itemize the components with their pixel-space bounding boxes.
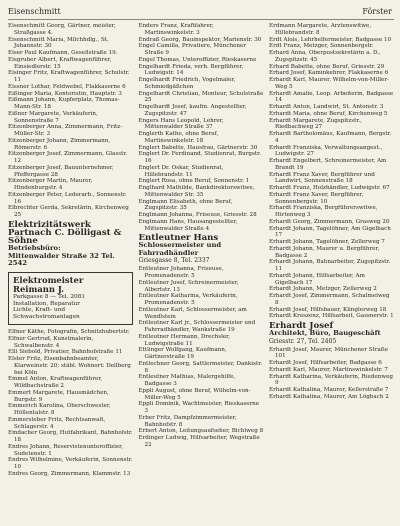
directory-entry: Englmann Hans, Hausangestellter, Mittenwalder Straße 4 bbox=[138, 218, 238, 232]
directory-entry: Endres Georg, Zimmermann, Klammstr. 13 bbox=[8, 470, 131, 477]
directory-entry: Erhard Anna, Oberpostsekretärin a. D., Zugspitzstr. 45 bbox=[269, 50, 381, 63]
directory-entry: Entleutner Karl jr., Schlossermeister und Fahrradhändler, Wankstraße 19 bbox=[138, 320, 256, 334]
directory-entry: Erhardt Bartholomäus, Kaufmann, Bergstr. 4 bbox=[269, 131, 392, 144]
directory-entry: Ettlinger Wolfgang, Kaufmann, Gärtnerstraße 19 bbox=[138, 347, 227, 361]
directory-entry: Erhardt Johann, Tagelöhner, Zellerweg 7 bbox=[269, 239, 385, 245]
column-middle bbox=[139, 23, 264, 478]
advertisement-line: Parkgasse 8 — Tel. 2081 bbox=[13, 293, 86, 300]
directory-entry: Entleutner Karl, Schlossermeister, am Wendlstein bbox=[138, 306, 247, 320]
business-listing bbox=[8, 221, 133, 268]
directory-entry: Eisinger Fritz, Kraftwagenführer, Schulstr. 11 bbox=[8, 70, 130, 83]
directory-entry: Erhard Josef, Kaminkehrer, Flakkaserne 6 bbox=[269, 70, 389, 77]
directory-entry: Emmert Margarete, Hausmädchen, Burgstr. 9 bbox=[8, 389, 109, 403]
directory-entry: Endraß Georg, Bauinspektor, Marienstr. 30 bbox=[138, 36, 262, 43]
header-right-word: Förster bbox=[362, 7, 392, 16]
directory-entry: Emmel Anton, Kraftwagenführer, Wildbachstraße 2 bbox=[8, 376, 103, 390]
directory-entry: Eitzenberger Josef, Bauunternehmer, Pfeffergasse 28 bbox=[8, 164, 114, 178]
directory-entry: Elli Siebold, Privatier, Bahnhofstraße 11 bbox=[8, 349, 123, 356]
directory-entry: Eitzenberger Josef, Zimmermann, Glasstr. 12 bbox=[8, 151, 128, 164]
advertisement-line: Lichte, Kraft- und Schwachstromanlagen bbox=[13, 307, 80, 321]
directory-entry: Entlechner Georg, Sattlermeister, Dankistr. 8 bbox=[138, 360, 263, 374]
directory-entry: Eisenschmitt Maria, Milchhdlg., St. Johannstr. 30 bbox=[8, 36, 109, 50]
directory-entry: Eissner Lothar, Feldwebel, Flakkaserne 6 bbox=[8, 83, 126, 90]
directory-entry: Erhardt Josef, Maurer, Münchener Straße 101 bbox=[269, 346, 388, 360]
business-name: Entleutner Hans bbox=[138, 233, 219, 244]
directory-entry: Erhardt Karl, Maurer, Martinswinkelstr. 7 bbox=[269, 366, 388, 373]
directory-entry: Entleutner Hermann, Drechsler, Ludwigstraße 11 bbox=[138, 333, 231, 347]
column-left bbox=[8, 23, 133, 478]
directory-entry: Erhardt Franz, Holzhändler, Ludwigstr. 67 bbox=[269, 185, 390, 191]
directory-entry: Eitzenberger Peter, Lederarb., Sonnenstr. 16 bbox=[8, 191, 127, 205]
directory-entry: Erhardt Josef, Zimmermann, Schalmeiweg 8 bbox=[269, 293, 390, 306]
directory-entry: Erhardt Johann, Maurer u. Bergführer, Badgasse 2 bbox=[269, 245, 380, 259]
directory-entry: Endres Wilhelmine, Verkäuferin, Sonnenstr. 10 bbox=[8, 457, 133, 471]
directory-entry: Engel Thomas, Unteroffizier, Rieskaserne bbox=[138, 56, 257, 63]
directory-entry: Engers Hans Leopold, Lehrer, Mittenwalder Straße 37 bbox=[138, 117, 224, 131]
directory-entry: Eppli August, ohne Beruf, Wilhelm-von-Miller-Weg 5 bbox=[138, 387, 251, 401]
directory-entry: Englert Dr. Ferdinand, Studienrat, Burgstr. 16 bbox=[138, 151, 261, 164]
business-listing bbox=[139, 234, 264, 264]
directory-entry: Erdt Franz, Metzger, Sonnenbergstr. bbox=[269, 43, 374, 50]
advertisement-line: Installation, Reparatur bbox=[13, 300, 81, 307]
directory-entry: Erdmann Margarete, Arztenswitwe, Hillebrandstr. 8 bbox=[269, 23, 372, 36]
directory-entry: Eitzenberger Johann, Zimmermann, Römerstr. 6 bbox=[8, 137, 111, 151]
directory-entry: Erdt Alois, Lehrhelfermeister, Badgasse 10 bbox=[269, 36, 392, 43]
directory-entry: Erhardt Maria, ohne Beruf, Kirchenweg 5 bbox=[269, 110, 388, 117]
directory-entry: Englhard Mathilde, Bankdirektorswitwe, Mittenwalder Str. 35 bbox=[138, 185, 255, 198]
business-name: Erhardt Josef bbox=[269, 321, 334, 331]
business-detail: Griesstr. 27, Tel. 2405 bbox=[269, 337, 337, 345]
directory-entry: Eiser Paul Kaufmann, Gesellstraße 19. bbox=[8, 50, 118, 56]
directory-entry: Erhardt Engelbert, Schreinermeister, Am Brandt 19 bbox=[269, 158, 387, 171]
directory-entry: Erhardt Johann, Bahnarbeiter, Zugspitzstr. 11 bbox=[269, 259, 391, 272]
directory-entry: Englert Babette, Hausfrau, Gärtnerstr. 30 bbox=[138, 144, 258, 151]
directory-entry: Eitzenberger Martin, Maurer, Hindenburgstr. 4 bbox=[8, 178, 93, 191]
directory-entry: Erhardt Katharina, Verkäuferin, Riedenweg 9 bbox=[269, 373, 393, 387]
directory-entry: Elfner Gertrud, Kunstmalerin, Schwalbenstr. 4 bbox=[8, 335, 94, 349]
directory-entry: Englerth Kathe, ohne Beruf, Martinswinkelstr. 18 bbox=[138, 131, 219, 144]
directory-entry: Eißinger Maria, Kontoristin, Hauptstr. 3 bbox=[8, 90, 122, 97]
directory-entry: Erhardt Karl, Maurer, Wilhelm-von-Miller-Weg 5 bbox=[269, 77, 389, 90]
directory-entry: Entleutner Mathias, Malergehilfe, Badgasse 3 bbox=[138, 374, 236, 388]
business-listing bbox=[269, 322, 394, 345]
directory-entry: Erhardt Franziska, Bergführerswitwe, Hirtenweg 3 bbox=[269, 205, 378, 218]
directory-entry: Elster Fritz, Eisenbahnbeamter, Klarweinstr. 20; stäbl. Wohnort: Dellberg bei Köln bbox=[8, 356, 131, 376]
directory-entry: Emdacher Georg, Hutfabrikant, Bahnhofstr. 18 bbox=[8, 430, 133, 444]
directory-entry: Engelhardt Friedrich, Vogelmaler, Schmiedgäßchen bbox=[138, 77, 236, 90]
directory-entry: Erhardt Franz Xaver, Bergführer und Landwirt, Sonnenstraße 18 bbox=[269, 171, 375, 185]
directory-entry: Entleutner Johanna, Friseuse, Promenadenstr. 5 bbox=[138, 266, 224, 280]
directory-entry: Engel Camilla, Privatiere, Münchener Straße 9 bbox=[138, 43, 246, 56]
directory-entry: Erhardt Josef, Hilfsarbeiter, Badgasse 6 bbox=[269, 360, 382, 367]
directory-entry: Erber Fritz, Dampfzimmermeister, Bahnhofstr. 8 bbox=[138, 414, 237, 428]
directory-entry: Enders Franz, Kraftfahrer, Martinswinkelstr. 3 bbox=[138, 23, 214, 36]
advertisement-title: Elektromeister Reimann J. bbox=[13, 274, 84, 294]
column-right bbox=[269, 23, 394, 478]
directory-entry: Engelhardt Josef, kaufm. Angestellter, Zugspitzstr. 47 bbox=[138, 104, 247, 117]
directory-entry: Englmann Johanna, Friseuse, Griesstr. 28 bbox=[138, 212, 257, 218]
directory-page bbox=[8, 6, 394, 520]
directory-entry: Erhardt Kathalina, Maurer, Am Lögbach 2 bbox=[269, 393, 389, 400]
directory-entry: Erhardt Johann, Metzger, Zellerweg 2 bbox=[269, 286, 377, 293]
business-detail: Griesgasse 8, Tel. 2337 bbox=[138, 257, 210, 265]
directory-entry: Erhardt Josef, Hilfsbauer, Klinglerweg 18 bbox=[269, 306, 387, 313]
directory-entry: Eißmann Johann, Kupferplatz, Thomas-Mann-Str. 18 bbox=[8, 97, 120, 110]
advertisement-box bbox=[8, 272, 133, 325]
directory-entry: Erhardt Franziska, Verwaltungsangest., Ludwigstr. 27 bbox=[269, 144, 383, 158]
directory-entry: Emmerich Karolina, Oberschwester, Höllentalstr. 8 bbox=[8, 403, 111, 417]
directory-entry: Erdinger Ludwig, Hilfsarbeiter, Wegstraße 22 bbox=[138, 435, 260, 448]
business-detail: Schlossermeister und Fahrradhändler bbox=[138, 241, 222, 257]
directory-entry: Eitzenberger Anna, Zimmermann, Fritz-Müller-Str. 3 bbox=[8, 124, 123, 137]
directory-entry: Eisgruber Albert, Kraftwagenführer, Einsiedlerstr. 15 bbox=[8, 56, 112, 70]
header-left-word: Eisenschmitt bbox=[8, 7, 61, 16]
directory-entry: Emmersleber Fritz, Rechtsanwalt, Schlagerstr. 4 bbox=[8, 416, 106, 430]
page-header bbox=[8, 6, 394, 20]
directory-entry: Erhardt Johann, Tagelöhner, Am Gigelbach 17 bbox=[269, 225, 391, 239]
directory-entry: Erhardt Margarete, Zugspitzstr., Riedbachweg 27 bbox=[269, 117, 362, 131]
business-name: Elektrizitätswerk Partnach C. Dölligast & Söhne bbox=[8, 219, 122, 247]
directory-entry: Englert Rosa, ohne Beruf, Sonnenstr. 1 bbox=[138, 178, 250, 185]
business-detail: Betriebsbüro: bbox=[8, 244, 61, 253]
directory-columns bbox=[8, 23, 394, 478]
directory-entry: Entleutner Josef, Schreinermeister, Albertstr. 13 bbox=[138, 279, 239, 293]
directory-entry: Erhardt Georg, Zimmermann, Grasweg 20 bbox=[269, 218, 390, 225]
directory-entry: Erbert Anton, Leitungsaufseher, Bichlweg 8 bbox=[138, 428, 264, 435]
directory-entry: Endres Johann, Reservistenunteroffizier, Sudetenstr. 1 bbox=[8, 443, 124, 457]
directory-entry: Eisenschmitt Georg, Gärtner, meister, Straßgasse 4. bbox=[8, 23, 116, 36]
directory-entry: Erhardt Franz Xaver, Bergführer, Sonnenbergstr. 10 bbox=[269, 191, 364, 205]
directory-entry: Erhardt Johann, Hilfsarbeiter, Am Gigelbach 17 bbox=[269, 272, 365, 286]
directory-entry: Elfner Käthe, Fotografin, Schnitzhubertstr. bbox=[8, 329, 130, 336]
business-detail: Architekt, Büro, Baugeschäft bbox=[269, 329, 381, 338]
directory-entry: Erhardt Kreszenz, Hilfsarbeit, Gassnerstr. 1 bbox=[269, 313, 394, 320]
directory-entry: Engelhardt Frieda, verh. Bergführer, Ludwigstr. 14 bbox=[138, 63, 244, 77]
directory-entry: Eppli Dominik, Wachtmeister, Rieskaserne 3 bbox=[138, 401, 260, 415]
business-detail: Mittenwalder Straße 32 Tel. 2542 bbox=[8, 251, 115, 268]
directory-entry: Elbrechter Gerda, Sekretärin, Kirchenweg 25 bbox=[8, 205, 129, 218]
directory-entry: Engelhardt Christian, Monteur, Schulstraße 25 bbox=[138, 90, 264, 104]
directory-entry: Erhardt Amalie, Leop. Arbeiterin, Badgasse 14 bbox=[269, 90, 394, 104]
directory-entry: Erhardt Anton, Landwirt, St. Antonstr. 3 bbox=[269, 104, 384, 110]
directory-entry: Erhard Babette, ohne Beruf, Griesstr. 29 bbox=[269, 63, 385, 70]
directory-entry: Entleutner Katharina, Verkäuferin, Promenadenstr. 5 bbox=[138, 293, 238, 307]
directory-entry: Erhardt Kathalina, Maurer, Kellerstraße 7 bbox=[269, 387, 389, 394]
directory-entry: Eißner Margarete, Verkäuferin, Sonnenstraße 7 bbox=[8, 110, 98, 124]
directory-entry: Englert Dr. Oskar, Studienrat, Hillebrandstr. 11 bbox=[138, 164, 224, 178]
directory-entry: Englmann Elisabeth, ohne Beruf, Zugspitzstr. 35 bbox=[138, 198, 233, 212]
